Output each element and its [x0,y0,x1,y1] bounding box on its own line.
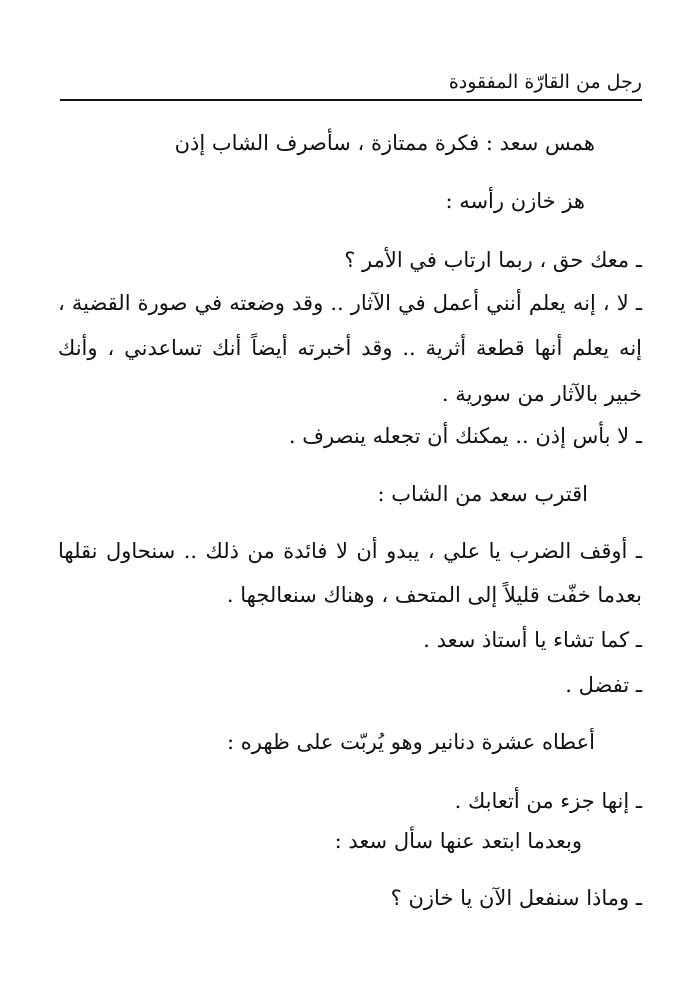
text-line: بعدما خفّت قليلاً إلى المتحف ، وهناك سنعالجها . [226,583,642,607]
text-line: اقترب سعد من الشاب : [377,482,588,506]
text-line: وبعدما ابتعد عنها سأل سعد : [334,829,582,853]
text-line: هز خازن رأسه : [445,189,585,213]
text-line: ـ لا بأس إذن .. يمكنك أن تجعله ينصرف . [288,424,642,448]
text-line: ـ وماذا سنفعل الآن يا خازن ؟ [390,886,642,910]
text-line: همس سعد : فكرة ممتازة ، سأصرف الشاب إذن [174,131,595,155]
text-line: خبير بالآثار من سورية . [441,382,642,406]
text-line: ـ أوقف الضرب يا علي ، يبدو أن لا فائدة من ذلك .. سنحاول نقلها [58,539,642,563]
text-line: أعطاه عشرة دنانير وهو يُربّت على ظهره : [227,730,595,754]
text-line: إنه يعلم أنها قطعة أثرية .. وقد أخبرته أيضاً أنك تساعدني ، وأنك [58,336,642,360]
header-divider [60,99,642,101]
text-line: ـ تفضل . [565,673,642,697]
text-line: ـ لا ، إنه يعلم أنني أعمل في الآثار .. وقد وضعته في صورة القضية ، [58,291,642,315]
text-line: ـ معك حق ، ربما ارتاب في الأمر ؟ [344,248,642,272]
text-line: ـ كما تشاء يا أستاذ سعد . [423,628,642,652]
running-header: رجل من القارّة المفقودة [448,71,642,93]
text-line: ـ إنها جزء من أتعابك . [454,789,642,813]
